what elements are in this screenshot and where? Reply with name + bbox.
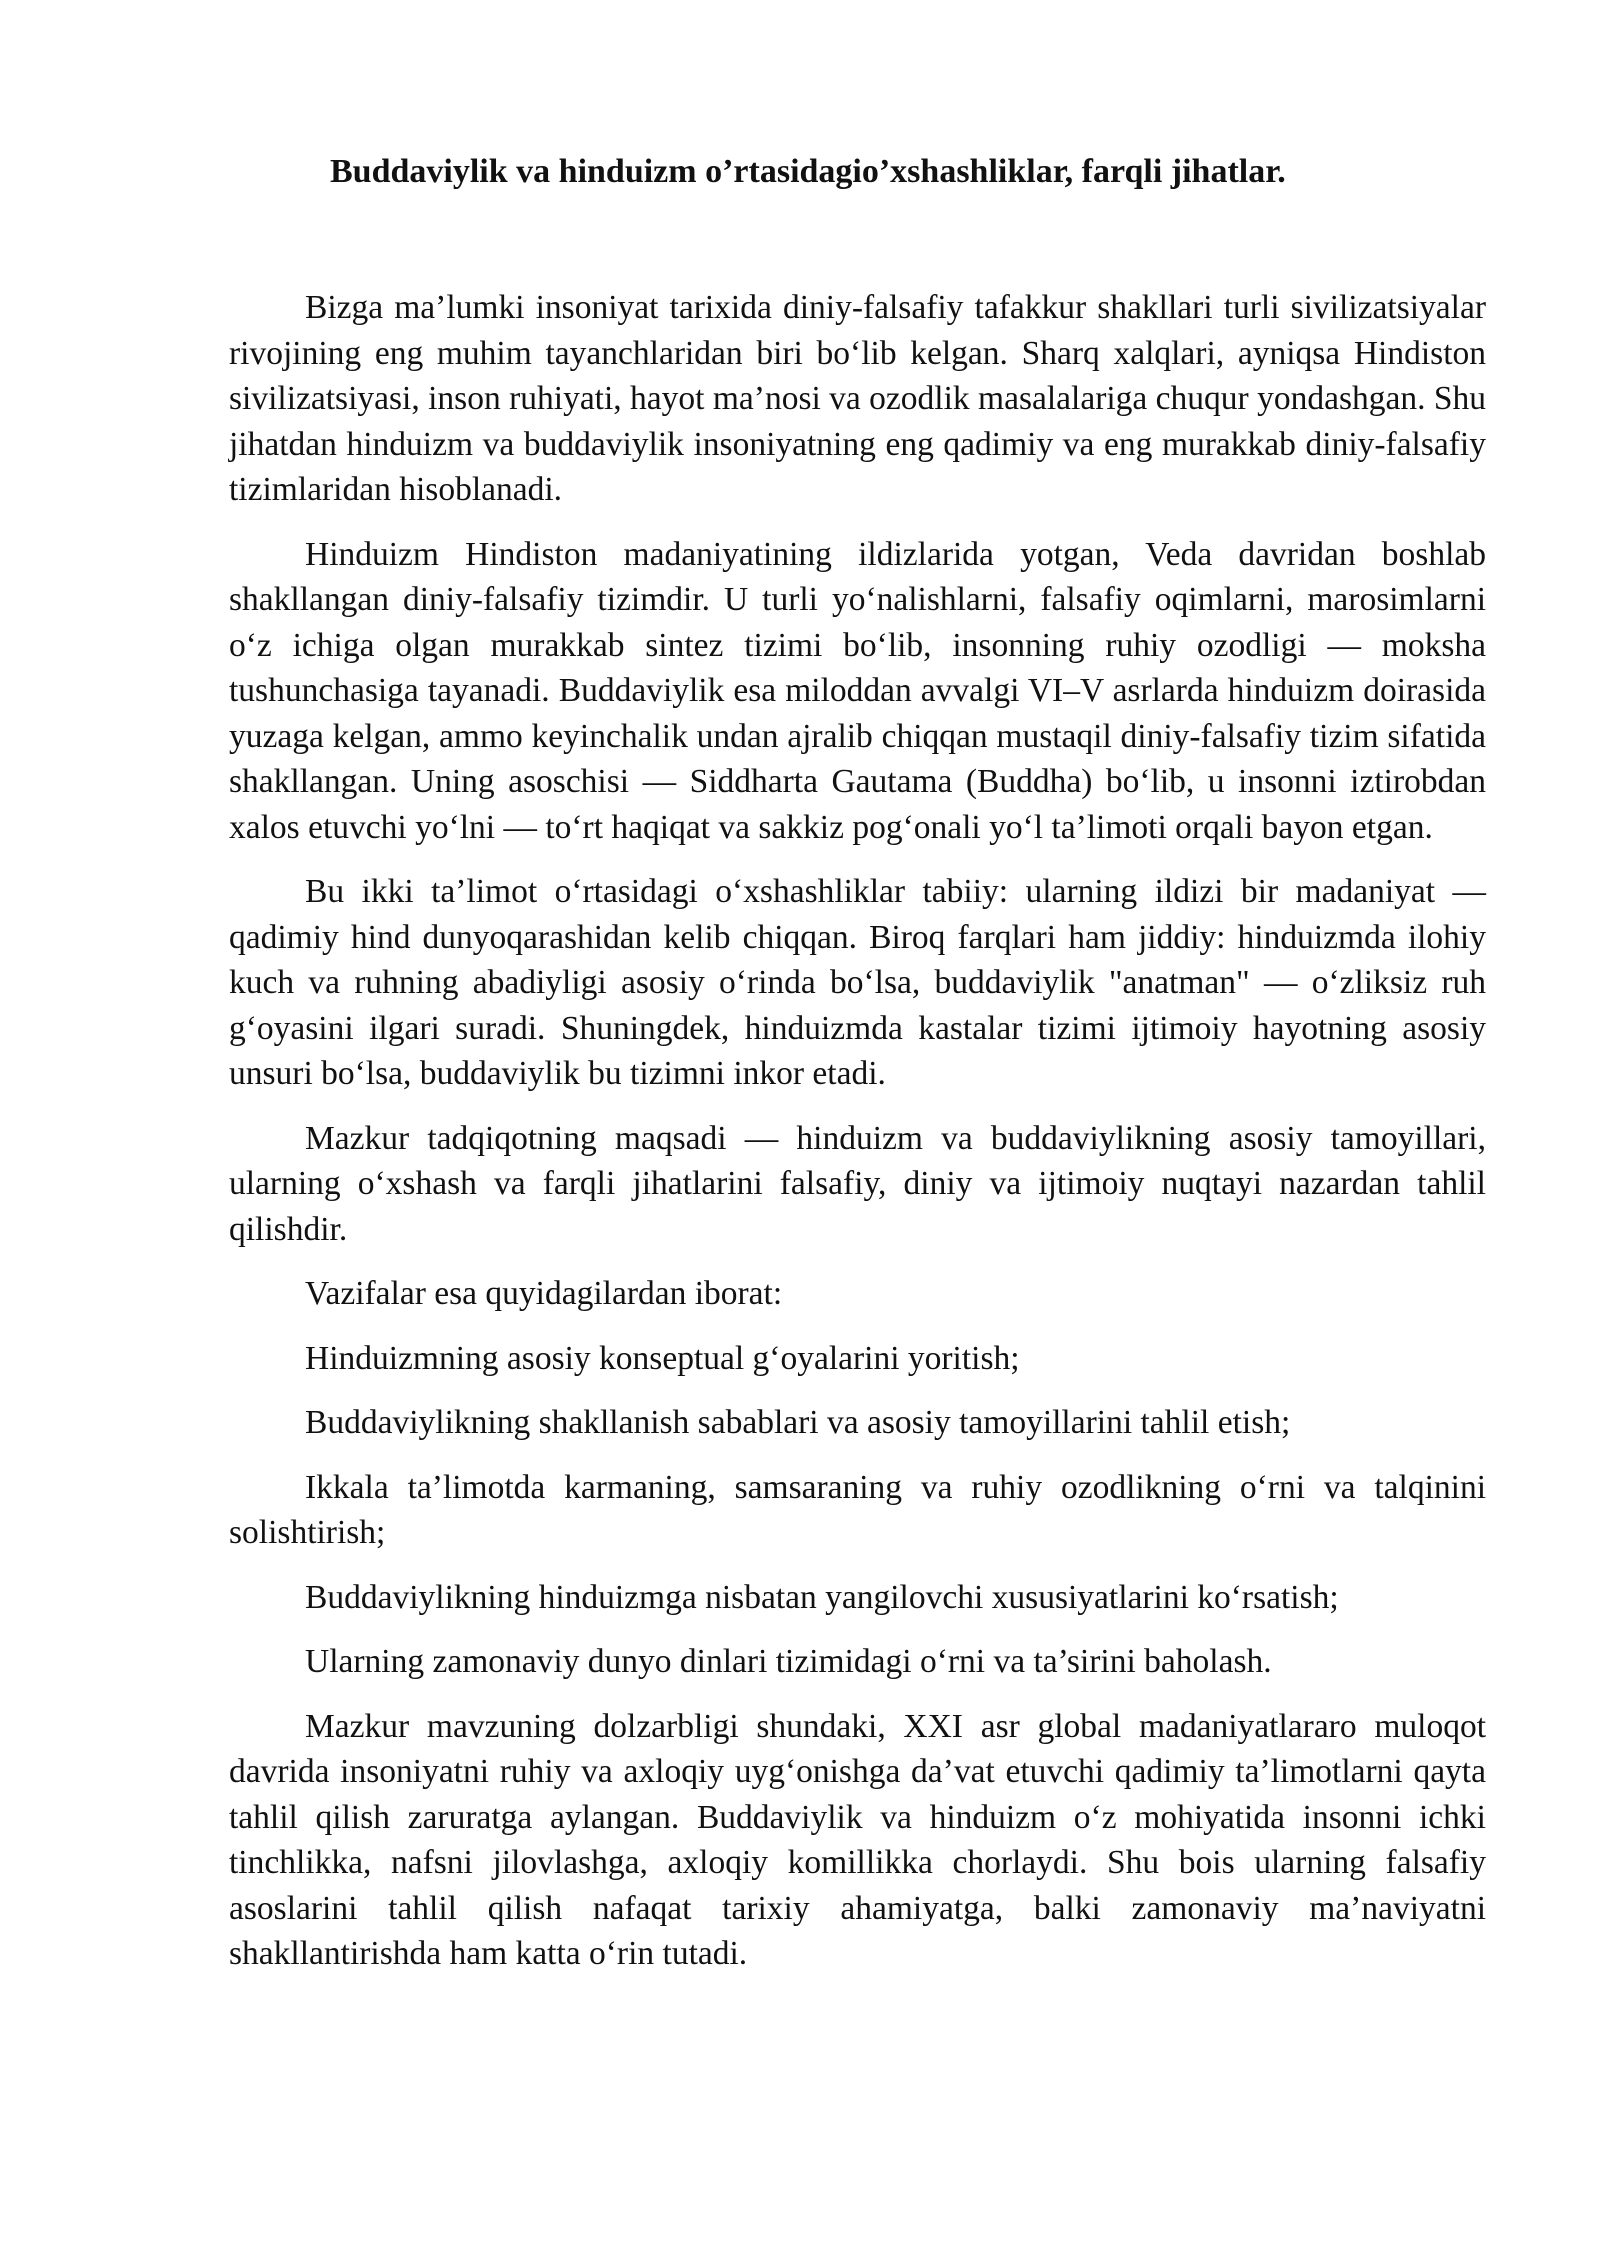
task-item-3: Ikkala ta’limotda karmaning, samsaraning va ruhiy ozodlikning o‘rni va talqinini solishtirish;: [229, 1468, 1486, 1551]
paragraph-hinduism: Hinduizm Hindiston madaniyatining ildizlarida yotgan, Veda davridan boshlab shakllangan diniy-falsafiy tizimdir. U turli yo‘nalishlarni, falsafiy oqimlarni, marosimlarni o‘z ichiga olgan murakkab sintez tizimi bo‘lib, insonning ruhiy ozodligi — moksha tushunchasiga tayanadi. Buddaviylik esa miloddan avvalgi VI–V asrlarda hinduizm doirasida yuzaga kelgan, ammo keyinchalik undan ajralib chiqqan mustaqil diniy-falsafiy tizim sifatida shakllangan. Uning asoschisi — Siddharta Gautama (Buddha) bo‘lib, u insonni iztirobdan xalos etuvchi yo‘lni — to‘rt haqiqat va sakkiz pog‘onali yo‘l ta’limoti orqali bayon etgan.: [229, 535, 1486, 846]
task-item-2: Buddaviylikning shakllanish sabablari va asosiy tamoyillarini tahlil etish;: [305, 1404, 1291, 1441]
task-item-1: Hinduizmning asosiy konseptual g‘oyalarini yoritish;: [305, 1339, 1020, 1377]
document-body: [229, 285, 1486, 1996]
paragraph-tasks-intro: Vazifalar esa quyidagilardan iborat:: [305, 1275, 783, 1312]
paragraph-intro: Bizga ma’lumki insoniyat tarixida diniy-falsafiy tafakkur shakllari turli sivilizatsiyalar rivojining eng muhim tayanchlaridan biri bo‘lib kelgan. Sharq xalqlari, ayniqsa Hindiston sivilizatsiyasi, inson ruhiyati, hayot ma’nosi va ozodlik masalalariga chuqur yondashgan. Shu jihatdan hinduizm va buddaviylik insoniyatning eng qadimiy va eng murakkab diniy-falsafiy tizimlaridan hisoblanadi.: [229, 289, 1486, 508]
paragraph-research-goal: Mazkur tadqiqotning maqsadi — hinduizm va buddaviylikning asosiy tamoyillari, ularning o‘xshash va farqli jihatlarini falsafiy, diniy va ijtimoiy nuqtayi nazardan tahlil qilishdir.: [229, 1119, 1486, 1248]
task-item-5: Ularning zamonaviy dunyo dinlari tizimidagi o‘rni va ta’sirini baholash.: [305, 1643, 1272, 1680]
task-item-4: Buddaviylikning hinduizmga nisbatan yangilovchi xususiyatlarini ko‘rsatish;: [305, 1578, 1339, 1616]
document-title: Buddaviylik va hinduizm o’rtasidagio’xshashliklar, farqli jihatlar.: [330, 153, 1286, 190]
paragraph-similarities: Bu ikki ta’limot o‘rtasidagi o‘xshashliklar tabiiy: ularning ildizi bir madaniyat — qadimiy hind dunyoqarashidan kelib chiqqan. Biroq farqlari ham jiddiy: hinduizmda ilohiy kuch va ruhning abadiyligi asosiy o‘rinda bo‘lsa, buddaviylik "anatman" — o‘zliksiz ruh g‘oyasini ilgari suradi. Shuningdek, hinduizmda kastalar tizimi ijtimoiy hayotning asosiy unsuri bo‘lsa, buddaviylik bu tizimni inkor etadi.: [229, 873, 1486, 1092]
paragraph-relevance: Mazkur mavzuning dolzarbligi shundaki, XXI asr global madaniyatlararo muloqot davrida insoniyatni ruhiy va axloqiy uyg‘onishga da’vat etuvchi qadimiy ta’limotlarni qayta tahlil qilish zaruratga aylangan. Buddaviylik va hinduizm o‘z mohiyatida insonni ichki tinchlikka, nafsni jilovlashga, axloqiy komillikka chorlaydi. Shu bois ularning falsafiy asoslarini tahlil qilish nafaqat tarixiy ahamiyatga, balki zamonaviy ma’naviyatni shakllantirishda ham katta o‘rin tutadi.: [229, 1707, 1486, 1972]
